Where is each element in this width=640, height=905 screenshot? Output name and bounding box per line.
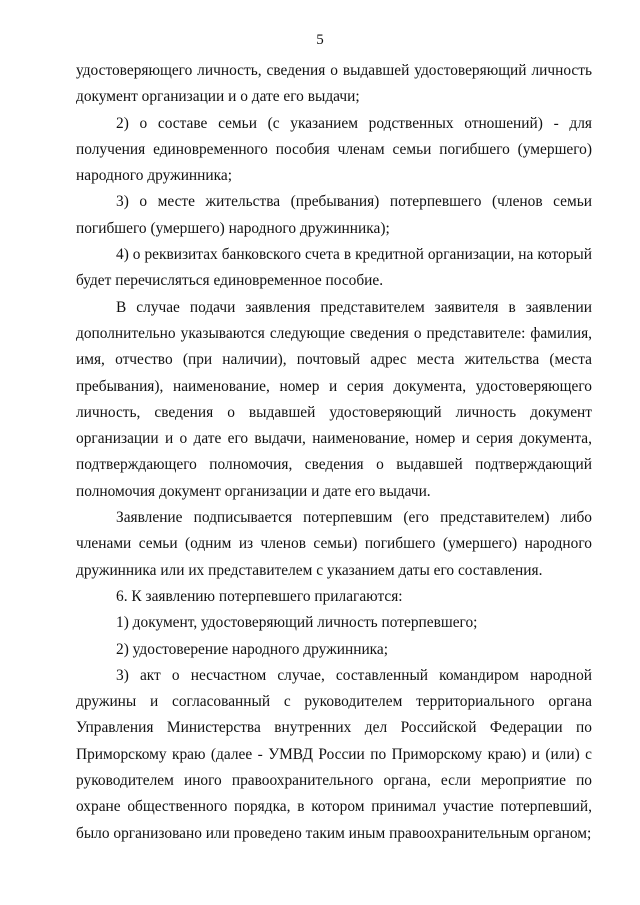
paragraph-continuation: удостоверяющего личность, сведения о выдавшей удостоверяющий личность документ организации и о дате его выдачи; [76, 62, 592, 106]
attachment-item-2: 2) удостоверение народного дружинника; [116, 640, 389, 658]
section-6-heading: 6. К заявлению потерпевшего прилагаются: [116, 587, 403, 605]
attachment-item-3: 3) акт о несчастном случае, составленный командиром народной дружины и согласованный с руководителем территориального органа Управления Министерства внутренних дел Российской Федерации по Приморскому краю (далее - УМВД России по Приморскому краю) и (или) с руководителем иного правоохранительного органа, если мероприятие по охране общественного порядка, в котором принимал участие потерпевший, было организовано или проведено таким иным правоохранительным органом; [76, 666, 592, 842]
document-body [76, 58, 592, 847]
paragraph-representative: В случае подачи заявления представителем заявителя в заявлении дополнительно указываются следующие сведения о представителе: фамилия, имя, отчество (при наличии), почтовый адрес места жительства (места пребывания), наименование, номер и серия документа, удостоверяющего личность, сведения о выдавшей удостоверяющий личность документ организации и о дате его выдачи, наименование, номер и серия документа, подтверждающего полномочия, сведения о выдавшей подтверждающий полномочия документ организации и дате его выдачи. [76, 298, 592, 500]
paragraph-item-3: 3) о месте жительства (пребывания) потерпевшего (членов семьи погибшего (умершего) народного дружинника); [76, 193, 592, 237]
attachment-item-1: 1) документ, удостоверяющий личность потерпевшего; [116, 614, 478, 632]
paragraph-item-4: 4) о реквизитах банковского счета в кредитной организации, на который будет перечисляться единовременное пособие. [76, 246, 592, 290]
paragraph-signature: Заявление подписывается потерпевшим (его представителем) либо членами семьи (одним из членов семьи) погибшего (умершего) народного дружинника или их представителем с указанием даты его составления. [76, 509, 592, 579]
page-number: 5 [316, 32, 324, 48]
paragraph-item-2: 2) о составе семьи (с указанием родственных отношений) - для получения единовременного пособия членам семьи погибшего (умершего) народного дружинника; [76, 114, 592, 185]
